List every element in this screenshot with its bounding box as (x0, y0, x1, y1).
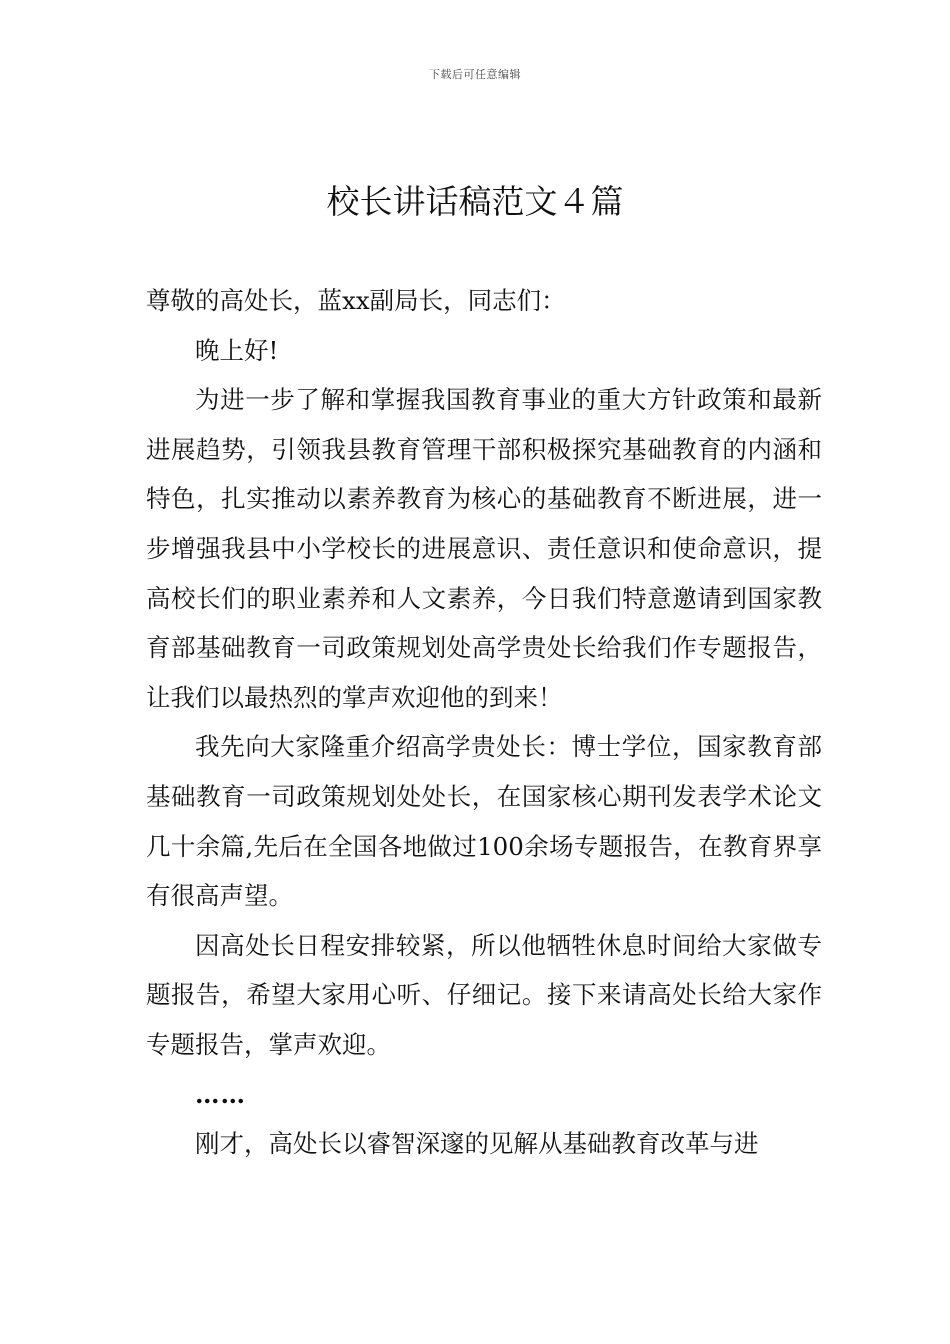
salutation: 尊敬的高处长，蓝xx副局长，同志们： (146, 286, 566, 315)
document-title: 校长讲话稿范文４篇 (326, 182, 624, 221)
header-note: 下载后可任意编辑 (429, 68, 521, 81)
document-body (146, 276, 822, 1169)
paragraph-introduction: 为进一步了解和掌握我国教育事业的重大方针政策和最新进展趋势，引领我县教育管理干部积极探究基础教育的内涵和特色，扎实推动以素养教育为核心的基础教育不断进展，进一步增强我县中小学校长的进展意识、责任意识和使命意识，提高校长们的职业素养和人文素养，今日我们特意邀请到国家教育部基础教育一司政策规划处高学贵处长给我们作专题报告，让我们以最热烈的掌声欢迎他的到来！ (146, 385, 822, 712)
paragraph-speaker-bio: 我先向大家隆重介绍高学贵处长：博士学位，国家教育部基础教育一司政策规划处处长，在国家核心期刊发表学术论文几十余篇,先后在全国各地做过100余场专题报告，在教育界享有很高声望。 (146, 732, 822, 911)
paragraph-ellipsis: …… (195, 1079, 246, 1109)
paragraph-greeting: 晚上好! (195, 335, 279, 365)
paragraph-closing: 刚才，高处长以睿智深邃的见解从基础教育改革与进 (195, 1129, 759, 1159)
paragraph-welcome: 因高处长日程安排较紧，所以他牺牲休息时间给大家做专题报告，希望大家用心听、仔细记。接下来请高处长给大家作专题报告，掌声欢迎。 (146, 930, 822, 1059)
